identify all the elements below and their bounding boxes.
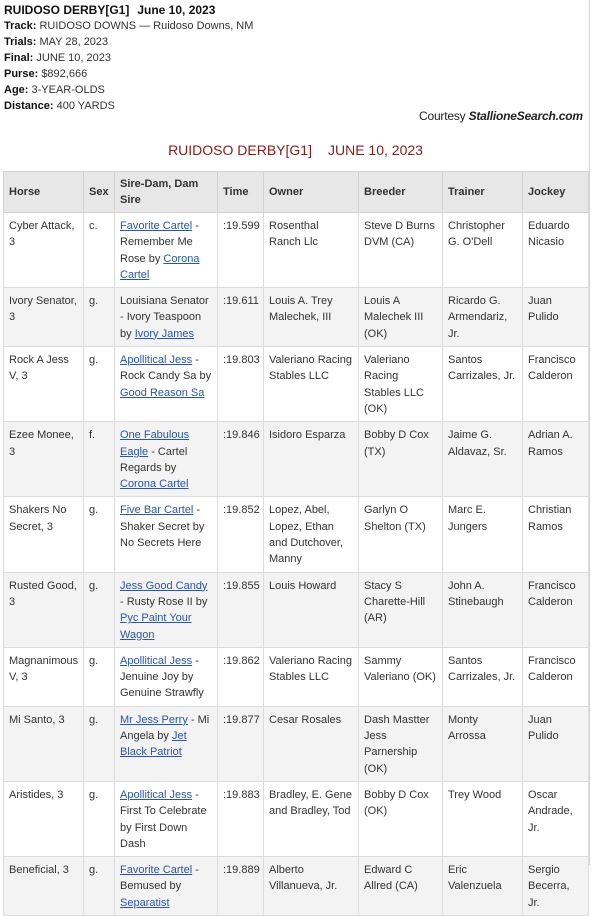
results-body xyxy=(4,213,589,916)
final-value: JUNE 10, 2023 xyxy=(36,52,112,64)
horse-cell: Ezee Monee, 3 xyxy=(4,422,84,497)
breeder-cell: Dash Mastter Jess Parnership (OK) xyxy=(359,706,443,781)
trainer-cell: John A. Stinebaugh xyxy=(443,572,523,647)
damsire-link[interactable]: Separatist xyxy=(120,896,170,909)
damsire-link[interactable]: Pyc Paint Your Wagon xyxy=(120,612,192,641)
column-header-trainer: Trainer xyxy=(443,172,523,213)
trainer-cell: Ricardo G. Armendariz, Jr. xyxy=(443,288,523,347)
sire-dam-cell xyxy=(115,857,218,916)
sire-link[interactable]: Favorite Cartel xyxy=(120,864,193,877)
track-row xyxy=(4,18,524,34)
sex-cell: c. xyxy=(84,213,115,288)
damsire-name: No Secrets Here xyxy=(120,537,202,550)
owner-cell: Louis A. Trey Malechek, III xyxy=(264,288,359,347)
sex-cell: g. xyxy=(84,857,115,916)
sire-name: Louisiana Senator xyxy=(120,295,209,308)
horse-cell: Shakers No Secret, 3 xyxy=(4,497,84,572)
dam-text: - Ivory Teaspoon by xyxy=(120,311,202,340)
sex-cell: g. xyxy=(84,781,115,856)
sex-cell: g. xyxy=(84,497,115,572)
table-row xyxy=(4,422,589,497)
table-row xyxy=(4,347,589,422)
sire-dam-cell xyxy=(115,213,218,288)
time-cell: :19.855 xyxy=(218,572,264,647)
jockey-cell: Sergio Becerra, Jr. xyxy=(523,857,589,916)
distance-value: 400 YARDS xyxy=(56,100,115,112)
jockey-cell: Francisco Calderon xyxy=(523,647,589,706)
stallionesearch-logo[interactable]: StallioneSearch.com xyxy=(468,109,583,123)
time-cell: :19.889 xyxy=(218,857,264,916)
sire-link[interactable]: Five Bar Cartel xyxy=(120,504,194,517)
sire-dam-cell xyxy=(115,706,218,781)
sex-cell: g. xyxy=(84,572,115,647)
sire-link[interactable]: Mr Jess Perry xyxy=(120,713,188,726)
race-heading-title: RUIDOSO DERBY[G1] xyxy=(168,142,312,158)
table-row xyxy=(4,781,589,856)
sire-link[interactable]: Favorite Cartel xyxy=(120,220,193,232)
sire-dam-cell xyxy=(115,781,218,856)
owner-cell: Lopez, Abel, Lopez, Ethan and Dutchover, Manny xyxy=(264,497,359,572)
jockey-cell: Francisco Calderon xyxy=(523,347,589,422)
owner-cell: Isidoro Esparza xyxy=(264,422,359,497)
sire-link[interactable]: One Fabulous Eagle xyxy=(120,429,190,458)
race-info-date: June 10, 2023 xyxy=(137,3,216,17)
jockey-cell: Juan Pulido xyxy=(523,706,589,781)
race-heading xyxy=(4,142,587,158)
trials-label: Trials: xyxy=(4,36,37,48)
jockey-cell: Oscar Andrade, Jr. xyxy=(523,781,589,856)
table-row xyxy=(4,213,589,288)
damsire-name: First Down Dash xyxy=(120,821,188,850)
time-cell: :19.611 xyxy=(218,288,264,347)
table-row xyxy=(4,647,589,706)
final-row xyxy=(4,50,524,66)
sire-dam-cell xyxy=(115,347,218,422)
column-header-breeder: Breeder xyxy=(359,172,443,213)
table-row xyxy=(4,857,589,916)
damsire-link[interactable]: Jet Black Patriot xyxy=(120,730,187,759)
owner-cell: Bradley, E. Gene and Bradley, Tod xyxy=(264,781,359,856)
sire-dam-cell xyxy=(115,572,218,647)
owner-cell: Valeriano Racing Stables LLC xyxy=(264,347,359,422)
breeder-cell: Edward C Allred (CA) xyxy=(359,857,443,916)
dam-text: - Shaker Secret by xyxy=(120,504,205,533)
trainer-cell: Eric Valenzuela xyxy=(443,857,523,916)
trainer-cell: Jaime G. Aldavaz, Sr. xyxy=(443,422,523,497)
time-cell: :19.599 xyxy=(218,213,264,288)
trainer-cell: Marc E. Jungers xyxy=(443,497,523,572)
trainer-cell: Santos Carrizales, Jr. xyxy=(443,647,523,706)
horse-cell: Beneficial, 3 xyxy=(4,857,84,916)
horse-cell: Aristides, 3 xyxy=(4,781,84,856)
sire-dam-cell xyxy=(115,647,218,706)
sire-dam-cell xyxy=(115,497,218,572)
page-divider xyxy=(589,0,590,865)
jockey-cell: Eduardo Nicasio xyxy=(523,213,589,288)
time-cell: :19.852 xyxy=(218,497,264,572)
sire-dam-cell xyxy=(115,422,218,497)
sire-dam-cell xyxy=(115,288,218,347)
breeder-cell: Stacy S Charette-Hill (AR) xyxy=(359,572,443,647)
time-cell: :19.883 xyxy=(218,781,264,856)
dam-text: - Bemused by xyxy=(120,864,199,893)
dam-text: - Rusty Rose II by xyxy=(120,595,208,608)
column-header-jockey: Jockey xyxy=(523,172,589,213)
damsire-link[interactable]: Ivory James xyxy=(134,327,194,340)
table-row xyxy=(4,572,589,647)
column-header-time: Time xyxy=(218,172,264,213)
table-row xyxy=(4,706,589,781)
sire-link[interactable]: Apollitical Jess xyxy=(120,788,193,801)
purse-label: Purse: xyxy=(4,68,39,80)
sire-link[interactable]: Apollitical Jess xyxy=(120,354,193,367)
dam-text: - Rock Candy Sa by xyxy=(120,354,212,383)
owner-cell: Louis Howard xyxy=(264,572,359,647)
trainer-cell: Christopher G. O'Dell xyxy=(443,213,523,288)
horse-cell: Rusted Good, 3 xyxy=(4,572,84,647)
column-header-owner: Owner xyxy=(264,172,359,213)
trainer-cell: Trey Wood xyxy=(443,781,523,856)
table-header-row xyxy=(4,172,589,213)
breeder-cell: Valeriano Racing Stables LLC (OK) xyxy=(359,347,443,422)
age-row xyxy=(4,82,524,98)
breeder-cell: Garlyn O Shelton (TX) xyxy=(359,497,443,572)
column-header-horse: Horse xyxy=(4,172,84,213)
purse-value: $892,666 xyxy=(41,68,88,80)
distance-label: Distance: xyxy=(4,100,54,112)
horse-cell: Cyber Attack, 3 xyxy=(4,213,84,288)
damsire-link[interactable]: Corona Cartel xyxy=(120,478,189,491)
table-row xyxy=(4,497,589,572)
age-value: 3-YEAR-OLDS xyxy=(31,84,105,96)
track-label: Track: xyxy=(4,20,37,32)
horse-cell: Ivory Senator, 3 xyxy=(4,288,84,347)
horse-cell: Mi Santo, 3 xyxy=(4,706,84,781)
column-header-sex: Sex xyxy=(84,172,115,213)
column-header-sire-dam: Sire-Dam, Dam Sire xyxy=(115,172,218,213)
time-cell: :19.862 xyxy=(218,647,264,706)
sex-cell: g. xyxy=(84,647,115,706)
dam-text: - Jenuine Joy by xyxy=(120,654,199,684)
courtesy-credit[interactable] xyxy=(419,109,583,123)
damsire-link[interactable]: Corona Cartel xyxy=(120,252,200,281)
jockey-cell: Juan Pulido xyxy=(523,288,589,347)
sex-cell: f. xyxy=(84,422,115,497)
sire-link[interactable]: Jess Good Candy xyxy=(120,579,208,592)
breeder-cell: Bobby D Cox (OK) xyxy=(359,781,443,856)
results-table xyxy=(3,171,589,916)
dam-text: - Mi Angela by xyxy=(120,713,210,743)
time-cell: :19.877 xyxy=(218,706,264,781)
dam-text: - First To Celebrate by xyxy=(120,788,207,834)
track-value: RUIDOSO DOWNS — Ruidoso Downs, NM xyxy=(39,20,254,32)
owner-cell: Rosenthal Ranch Llc xyxy=(264,213,359,288)
jockey-cell: Francisco Calderon xyxy=(523,572,589,647)
trials-row xyxy=(4,34,524,50)
breeder-cell: Steve D Burns DVM (CA) xyxy=(359,213,443,288)
dam-text: - Cartel Regards by xyxy=(120,445,188,474)
race-info-name: RUIDOSO DERBY[G1] xyxy=(4,3,130,17)
sex-cell: g. xyxy=(84,347,115,422)
horse-cell: Rock A Jess V, 3 xyxy=(4,347,84,422)
purse-row xyxy=(4,66,524,82)
breeder-cell: Louis A Malechek III (OK) xyxy=(359,288,443,347)
owner-cell: Valeriano Racing Stables LLC xyxy=(264,647,359,706)
courtesy-prefix: Courtesy xyxy=(419,109,466,123)
race-info-title xyxy=(4,3,524,18)
time-cell: :19.803 xyxy=(218,347,264,422)
trials-value: MAY 28, 2023 xyxy=(39,36,109,48)
damsire-link[interactable]: Good Reason Sa xyxy=(120,386,205,399)
owner-cell: Alberto Villanueva, Jr. xyxy=(264,857,359,916)
dam-text: - Remember Me Rose by xyxy=(120,220,199,265)
final-label: Final: xyxy=(4,52,34,64)
damsire-name: Genuine Strawfly xyxy=(120,687,204,700)
horse-cell: Magnanimous V, 3 xyxy=(4,647,84,706)
jockey-cell: Adrian A. Ramos xyxy=(523,422,589,497)
owner-cell: Cesar Rosales xyxy=(264,706,359,781)
table-row xyxy=(4,288,589,347)
trainer-cell: Monty Arrossa xyxy=(443,706,523,781)
trainer-cell: Santos Carrizales, Jr. xyxy=(443,347,523,422)
sex-cell: g. xyxy=(84,706,115,781)
sex-cell: g. xyxy=(84,288,115,347)
sire-link[interactable]: Apollitical Jess xyxy=(120,654,193,667)
time-cell: :19.846 xyxy=(218,422,264,497)
breeder-cell: Sammy Valeriano (OK) xyxy=(359,647,443,706)
jockey-cell: Christian Ramos xyxy=(523,497,589,572)
race-heading-date: JUNE 10, 2023 xyxy=(327,142,423,158)
race-info-panel xyxy=(4,3,524,114)
breeder-cell: Bobby D Cox (TX) xyxy=(359,422,443,497)
age-label: Age: xyxy=(4,84,29,96)
